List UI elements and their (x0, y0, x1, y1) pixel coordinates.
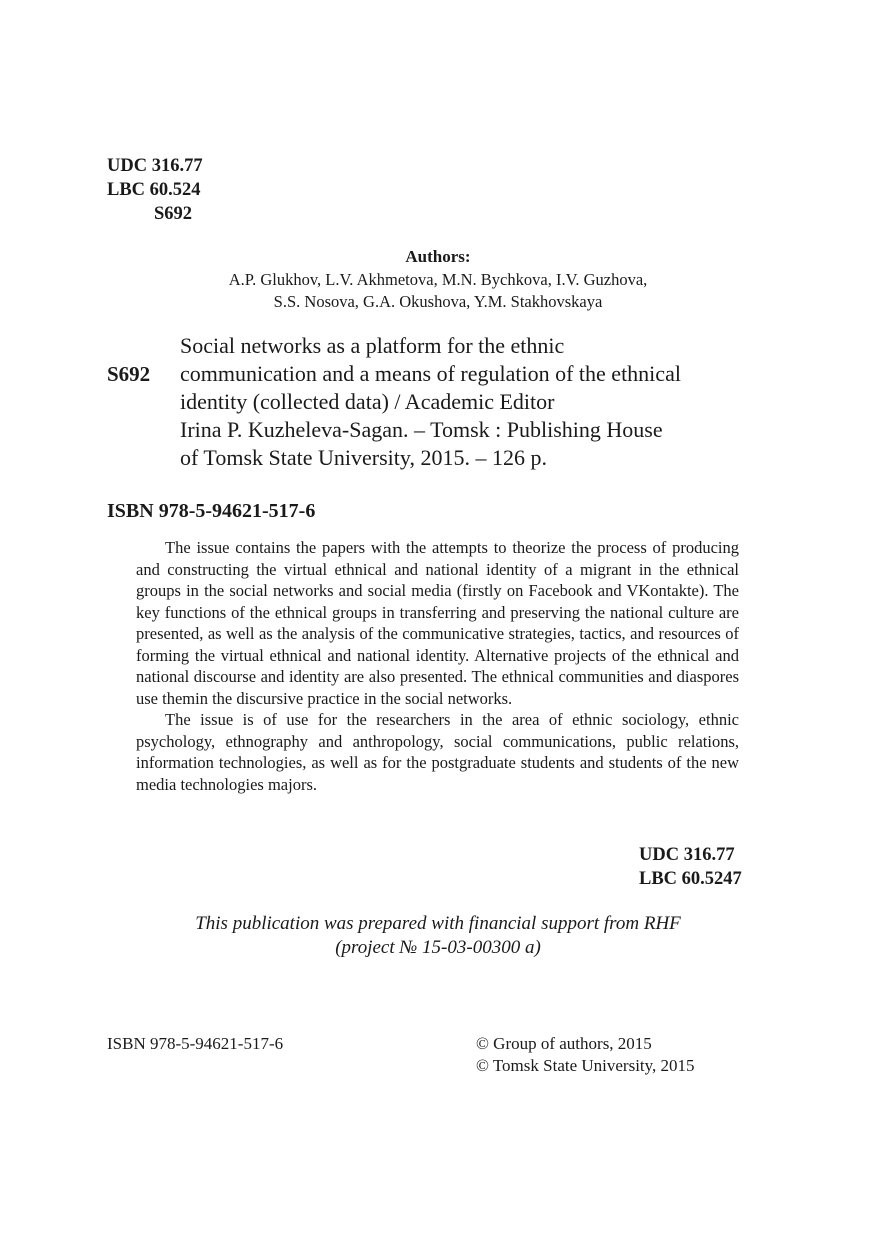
lbc-code-bottom: LBC 60.5247 (639, 869, 742, 889)
classification-block (107, 154, 203, 226)
bib-line: Irina P. Kuzheleva-Sagan. – Tomsk : Publishing House (180, 417, 663, 442)
funding-line-2: (project № 15-03-00300 a) (335, 937, 541, 958)
lbc-code: LBC 60.524 (107, 180, 201, 200)
udc-code: UDC 316.77 (107, 156, 203, 176)
bib-line: of Tomsk State University, 2015. – 126 p. (180, 445, 547, 470)
classification-block-bottom (639, 843, 742, 891)
isbn-heading: ISBN 978-5-94621-517-6 (107, 500, 316, 522)
funding-line-1: This publication was prepared with financial support from RHF (195, 913, 681, 934)
copyright-block (476, 1033, 695, 1077)
funding-note (0, 912, 876, 960)
bib-line: Social networks as a platform for the ethnic (180, 333, 565, 358)
authors-heading: Authors: (405, 247, 471, 266)
abstract (136, 537, 739, 795)
copyright-authors: © Group of authors, 2015 (476, 1034, 652, 1053)
authors-line-1: A.P. Glukhov, L.V. Akhmetova, M.N. Bychkova, I.V. Guzhova, (228, 270, 648, 289)
bibliographic-description (180, 332, 780, 472)
authors-line-2: S.S. Nosova, G.A. Okushova, Y.M. Stakhovskaya (273, 292, 603, 311)
authors-list (0, 269, 876, 313)
abstract-paragraph-1: The issue contains the papers with the attempts to theorize the process of producing and constructing the virtual ethnical and national identity of a migrant in the ethnical groups in the social networks and social media (firstly on Facebook and VKontakte). The key functions of the ethnical groups in transferring and preserving the national culture are presented, as well as the analysis of the communicative strategies, tactics, and resources of forming the virtual ethnical and national identity. Alternative projects of the ethnical and national discourse and identity are also presented. The ethnical communities and diaspores use themin the discursive practice in the social networks. (136, 538, 739, 708)
udc-code-bottom: UDC 316.77 (639, 845, 735, 865)
author-mark: S692 (154, 204, 193, 224)
bibliographic-code: S692 (107, 362, 151, 386)
footer-isbn: ISBN 978-5-94621-517-6 (107, 1034, 284, 1053)
abstract-paragraph-2: The issue is of use for the researchers in the area of ethnic sociology, ethnic psychology, ethnography and anthropology, social communications, public relations, information technologies, as well as for the postgraduate students and students of the new media technologies majors. (136, 710, 739, 794)
copyright-university: © Tomsk State University, 2015 (476, 1056, 695, 1075)
bib-line: communication and a means of regulation of the ethnical (180, 361, 681, 386)
bib-line: identity (collected data) / Academic Editor (180, 389, 555, 414)
